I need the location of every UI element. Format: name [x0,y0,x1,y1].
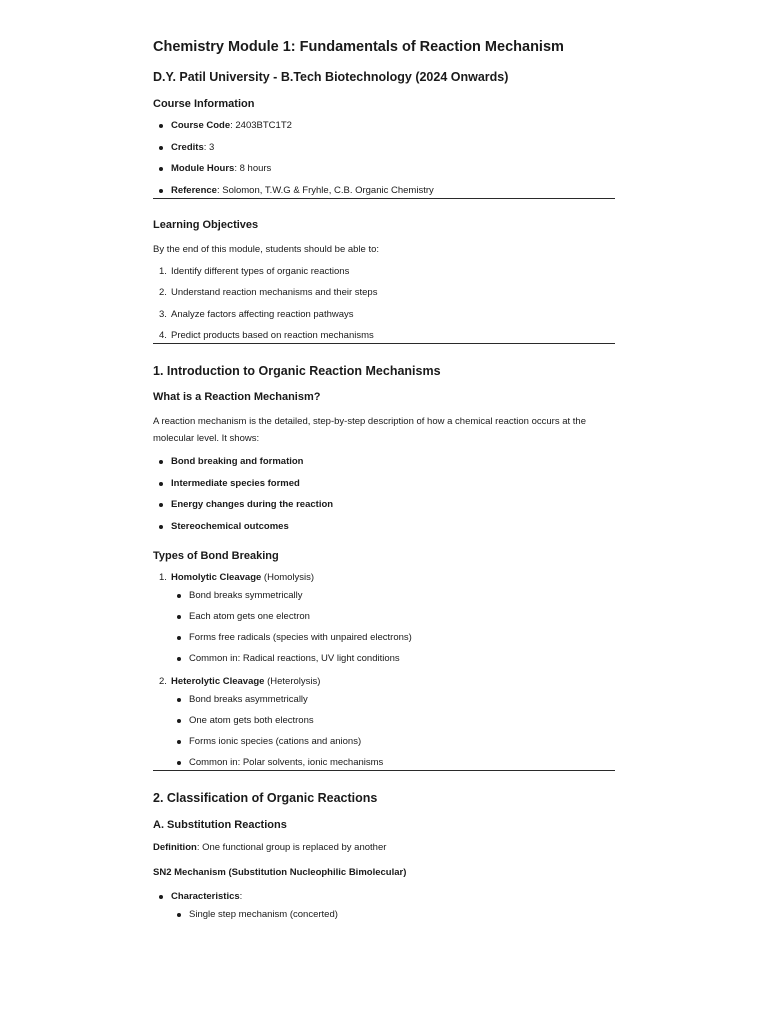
list-item: Common in: Radical reactions, UV light conditions [153,652,615,666]
mechanism-shows-list [153,455,615,534]
list-item: Intermediate species formed [153,477,615,491]
list-item: Reference: Solomon, T.W.G & Fryhle, C.B. Organic Chemistry [153,184,615,198]
page-subtitle: D.Y. Patil University - B.Tech Biotechnology (2024 Onwards) [153,70,509,84]
list-item: Credits: 3 [153,141,615,155]
list-item: Bond breaking and formation [153,455,615,469]
list-item: 1. Homolytic Cleavage (Homolysis) [159,571,315,583]
section-divider [153,343,615,344]
list-item: 2. Heterolytic Cleavage (Heterolysis) [159,675,321,687]
bond-breaking-heading: Types of Bond Breaking [153,549,279,562]
document-content [153,36,615,922]
list-item: Characteristics: [153,890,615,904]
section-divider [153,198,615,199]
objectives-list [153,265,615,344]
sn2-characteristics-list [153,908,615,922]
list-item: 2. Understand reaction mechanisms and their steps [159,287,378,298]
section-divider [153,770,615,771]
reaction-mechanism-text: A reaction mechanism is the detailed, step-by-step description of how a chemical reaction occurs at the molecular level. It shows: [153,416,586,444]
sn2-heading: SN2 Mechanism (Substitution Nucleophilic Bimolecular) [153,866,407,878]
list-item: Energy changes during the reaction [153,498,615,512]
list-item: Forms free radicals (species with unpaired electrons) [153,631,615,645]
list-item: 4. Predict products based on reaction mechanisms [159,330,374,341]
sn2-list [153,890,615,904]
list-item: 3. Analyze factors affecting reaction pathways [159,308,354,320]
bond-breaking-list [153,571,615,585]
course-info-list [153,119,615,198]
list-item: Each atom gets one electron [153,610,615,624]
reaction-mechanism-heading: What is a Reaction Mechanism? [153,391,321,403]
heterolytic-points-list [153,693,615,770]
list-item: Module Hours: 8 hours [153,162,615,176]
substitution-heading: A. Substitution Reactions [153,818,287,831]
list-item: Single step mechanism (concerted) [153,908,615,922]
list-item: Bond breaks asymmetrically [153,693,615,707]
objectives-heading: Learning Objectives [153,218,259,231]
list-item: Stereochemical outcomes [153,520,615,534]
list-item: Common in: Polar solvents, ionic mechanisms [153,756,615,770]
section-1-heading: 1. Introduction to Organic Reaction Mechanisms [153,364,441,378]
list-item: 1. Identify different types of organic reactions [159,265,350,277]
list-item: Bond breaks symmetrically [153,589,615,603]
substitution-definition: Definition: One functional group is replaced by another [153,841,387,853]
page-title: Chemistry Module 1: Fundamentals of Reaction Mechanism [153,39,564,55]
homolytic-points-list [153,589,615,666]
objectives-intro: By the end of this module, students should be able to: [153,243,380,255]
list-item: Forms ionic species (cations and anions) [153,735,615,749]
course-info-heading: Course Information [153,98,255,110]
list-item: Course Code: 2403BTC1T2 [153,119,615,133]
bond-breaking-list-cont [153,675,615,689]
section-2-heading: 2. Classification of Organic Reactions [153,790,378,805]
list-item: One atom gets both electrons [153,714,615,728]
